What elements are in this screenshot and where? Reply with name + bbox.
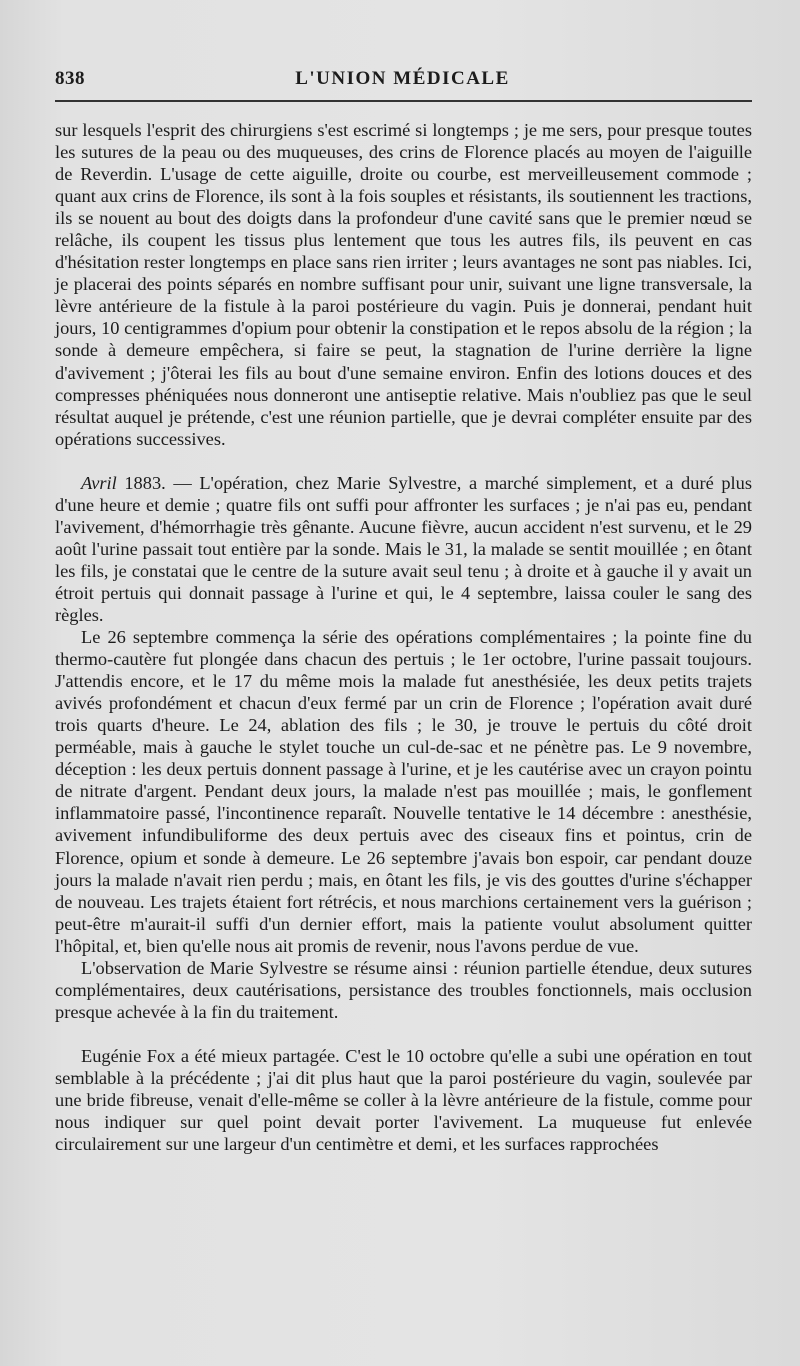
journal-title: L'UNION MÉDICALE [295,68,510,89]
header-rule [55,100,752,102]
paragraph-gap [55,1023,752,1045]
paragraph: sur lesquels l'esprit des chirurgiens s'est escrimé si longtemps ; je me sers, pour presque toutes les sutures de la peau ou des muqueuses, des crins de Florence placés au moyen de l'aiguille de Reverdin. L'usage de cette aiguille, droite ou courbe, est merveilleusement commode ; quant aux crins de Florence, ils sont à la fois souples et résistants, ils soutiennent les tractions, ils se nouent au bout des doigts dans la profondeur d'une cavité sans que le premier nœud se relâche, ils coupent les tissus plus lentement que tous les autres fils, ils peuvent en cas d'hésitation rester longtemps en place sans rien irriter ; leurs avantages ne sont pas niables. Ici, je placerai des points séparés en nombre suffisant pour unir, suivant une ligne transversale, la lèvre antérieure de la fistule à la paroi postérieure du vagin. Puis je donnerai, pendant huit jours, 10 centigrammes d'opium pour obtenir la constipation et le repos absolu de la région ; la sonde à demeure empêchera, si faire se peut, la stagnation de l'urine derrière la ligne d'avivement ; j'ôterai les fils au bout d'une semaine environ. Enfin des lotions douces et des compresses phéniquées nous donneront une antiseptie relative. Mais n'oubliez pas que le seul résultat auquel je prétende, c'est une réunion partielle, que je devrai compléter ensuite par des opérations successives. [55,120,752,449]
page-number: 838 [55,68,85,89]
paragraph-text: 1883. — L'opération, chez Marie Sylvestre, a marché simplement, et a duré plus d'une heure et demie ; quatre fils ont suffi pour affronter les surfaces ; je n'ai pas eu, pendant l'avivement, d'hémorrhagie très gênante. Aucune fièvre, aucun accident n'est survenu, et le 29 août l'urine passait tout entière par la sonde. Mais le 31, la malade se sentit mouillée ; en ôtant les fils, je constatai que le centre de la suture avait seul tenu ; à droite et à gauche il y avait un étroit pertuis qui donnait passage à l'urine et qui, le 4 septembre, laissa couler le sang des règles. [55,472,752,625]
paragraph: Eugénie Fox a été mieux partagée. C'est le 10 octobre qu'elle a subi une opération en tout semblable à la précédente ; j'ai dit plus haut que la paroi postérieure du vagin, soulevée par une bride fibreuse, venait d'elle-même se coller à la lèvre antérieure de la fistule, comme pour nous indiquer sur quel point devait porter l'avivement. La muqueuse fut enlevée circulairement sur une largeur d'un centimètre et demi, et les surfaces rapprochées [55,1045,752,1155]
paragraph-date: Avril [81,472,117,493]
paragraph: L'observation de Marie Sylvestre se résume ainsi : réunion partielle étendue, deux sutures complémentaires, deux cautérisations, persistance des troubles fonctionnels, mais occlusion presque achevée à la fin du traitement. [55,957,752,1022]
paragraph-gap [55,450,752,472]
paragraph: Le 26 septembre commença la série des opérations complémentaires ; la pointe fine du thermo-cautère fut plongée dans chacun des pertuis ; le 1er octobre, l'urine passait toujours. J'attendis encore, et le 17 du même mois la malade fut anesthésiée, les deux petits trajets avivés profondément et chacun d'eux fermé par un crin de Florence ; l'opération avait duré trois quarts d'heure. Le 24, ablation des fils ; le 30, je trouve le pertuis du côté droit perméable, mais à gauche le stylet touche un cul-de-sac et ne pénètre pas. Le 9 novembre, déception : les deux pertuis donnent passage à l'urine, et je les cautérise avec un crayon pointu de nitrate d'argent. Pendant deux jours, la malade n'est pas mouillée ; mais, le gonflement inflammatoire passé, l'incontinence reparaît. Nouvelle tentative le 14 décembre : anesthésie, avivement infundibuliforme des deux pertuis avec des ciseaux fins et pointus, crin de Florence, opium et sonde à demeure. Le 26 septembre j'avais bon espoir, car pendant douze jours la malade n'avait rien perdu ; mais, en ôtant les fils, je vis des gouttes d'urine s'échapper de nouveau. Les trajets étaient fort rétrécis, et nous marchions certainement vers la guérison ; peut-être m'aurait-il suffi d'un dernier effort, mais la patiente voulut absolument quitter l'hôpital, et, bien qu'elle nous ait promis de revenir, nous l'avons perdue de vue. [55,627,752,956]
paragraph [55,472,752,626]
page-header [55,64,750,94]
article-body [55,119,752,1155]
